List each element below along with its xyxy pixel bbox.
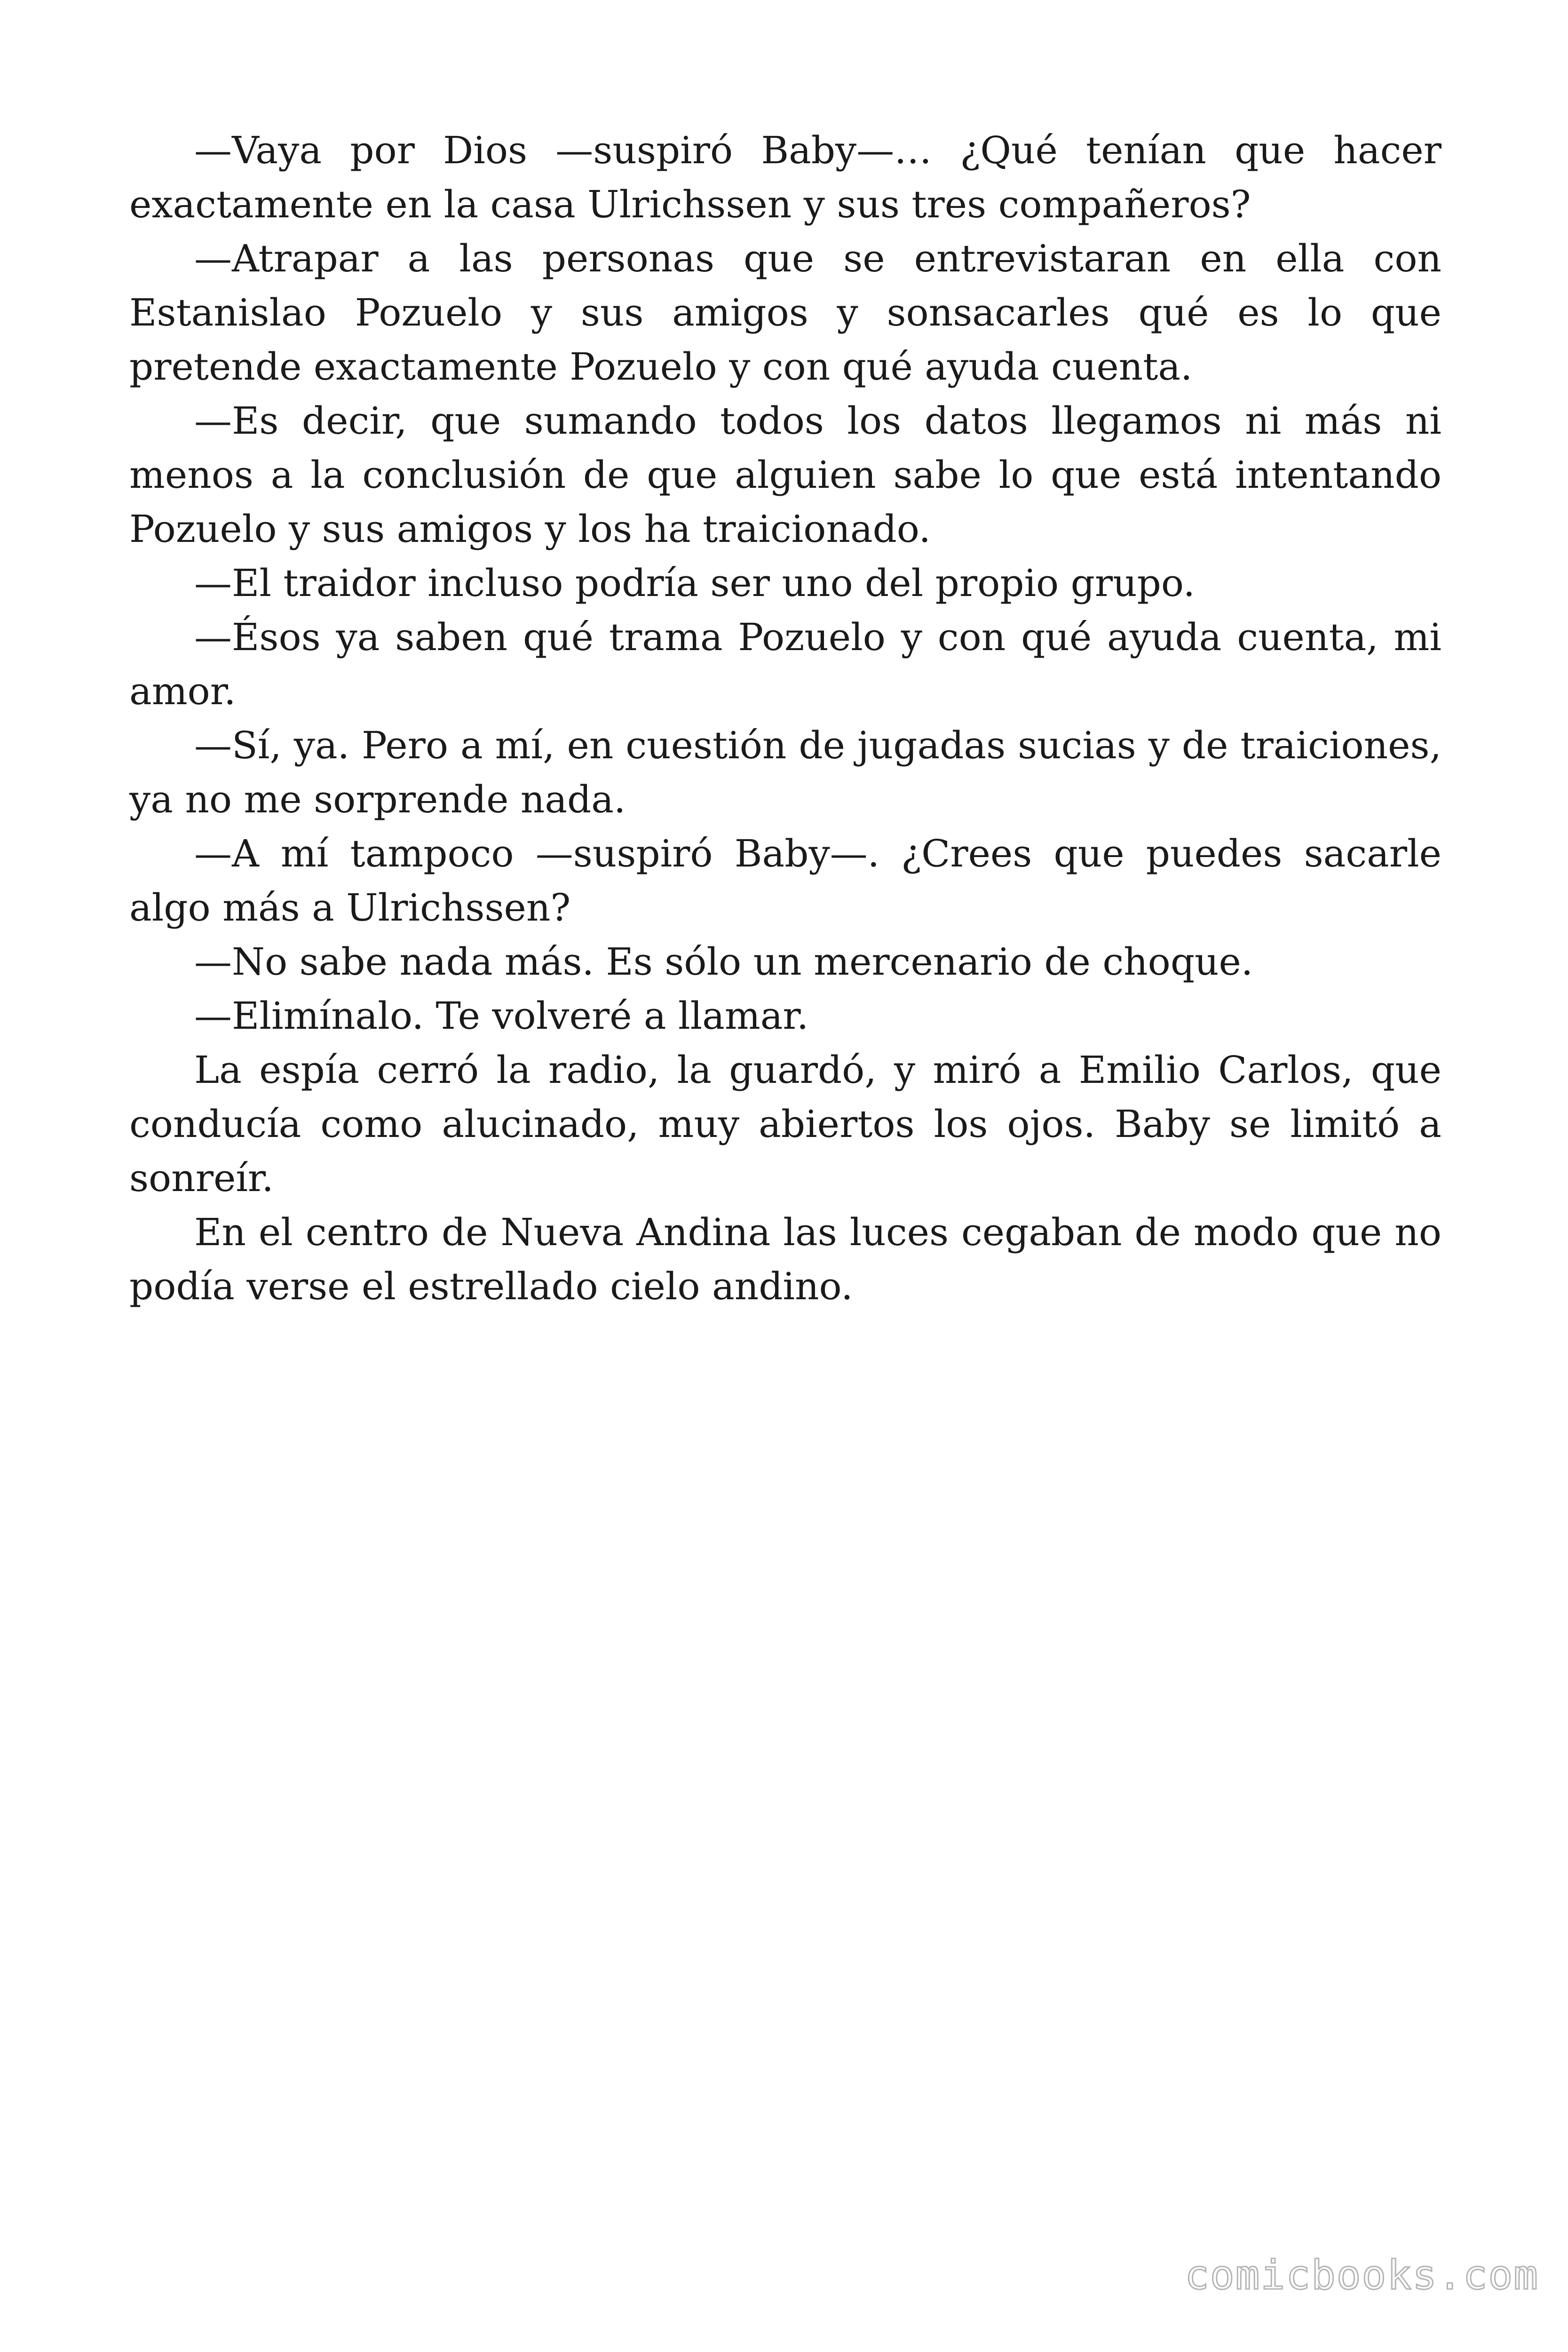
paragraph: —Ésos ya saben qué trama Pozuelo y con qué ayuda cuenta, mi amor.	[129, 615, 1441, 713]
paragraph: —Atrapar a las personas que se entrevistaran en ella con Estanislao Pozuelo y sus amigos y sonsacarles qué es lo que pretende exactamente Pozuelo y con qué ayuda cuenta.	[129, 237, 1441, 389]
paragraph: —Vaya por Dios —suspiró Baby—… ¿Qué tenían que hacer exactamente en la casa Ulrichssen y sus tres compañeros?	[129, 128, 1441, 226]
paragraph: —Elimínalo. Te volveré a llamar.	[194, 994, 809, 1038]
watermark: comicbooks.com	[1185, 2252, 1539, 2299]
paragraph: —El traidor incluso podría ser uno del propio grupo.	[194, 561, 1196, 605]
paragraph: —Es decir, que sumando todos los datos llegamos ni más ni menos a la conclusión de que alguien sabe lo que está intentando Pozuelo y sus amigos y los ha traicionado.	[129, 399, 1441, 551]
paragraph: —Sí, ya. Pero a mí, en cuestión de jugadas sucias y de traiciones, ya no me sorprende nada.	[129, 723, 1441, 821]
paragraph: En el centro de Nueva Andina las luces cegaban de modo que no podía verse el estrellado cielo andino.	[129, 1210, 1441, 1308]
page-body	[129, 123, 1441, 1313]
paragraph: —A mí tampoco —suspiró Baby—. ¿Crees que puedes sacarle algo más a Ulrichssen?	[129, 832, 1441, 930]
paragraph: La espía cerró la radio, la guardó, y miró a Emilio Carlos, que conducía como alucinado, muy abiertos los ojos. Baby se limitó a sonreír.	[129, 1048, 1441, 1200]
paragraph: —No sabe nada más. Es sólo un mercenario de choque.	[194, 940, 1253, 984]
